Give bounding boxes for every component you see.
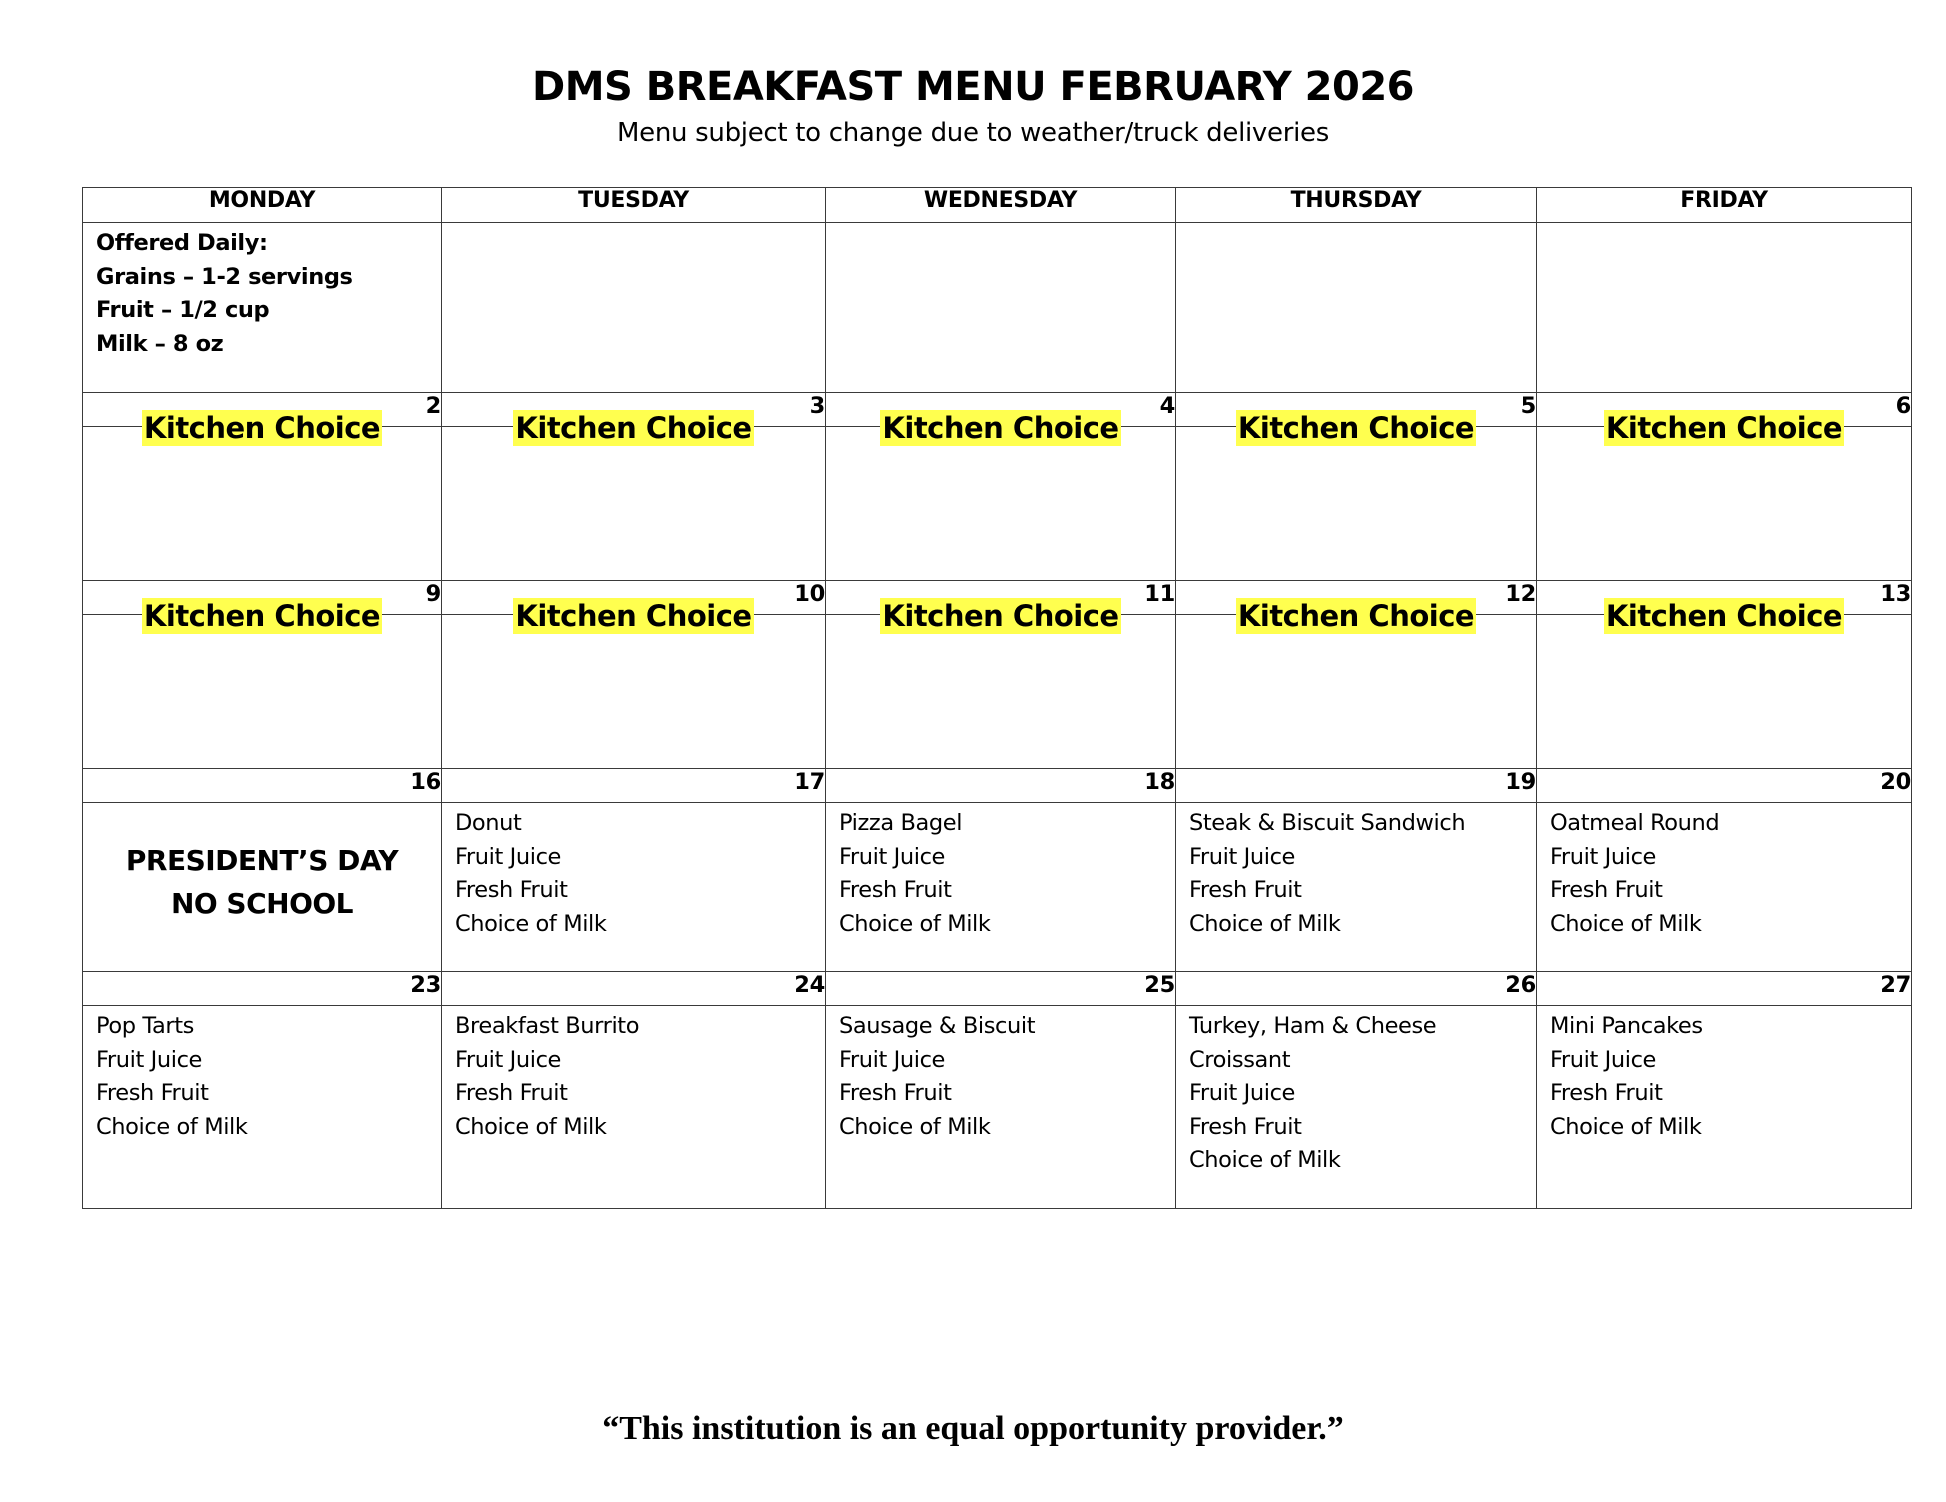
menu-item: Pop Tarts (96, 1013, 194, 1039)
weekday-header-tuesday: TUESDAY (442, 188, 826, 223)
holiday-name: PRESIDENT’S DAY (125, 844, 399, 877)
kitchen-choice-label: Kitchen Choice (143, 599, 381, 633)
date-number: 2 (83, 393, 442, 427)
menu-row (83, 615, 1912, 769)
menu-item: Fresh Fruit (455, 1080, 568, 1106)
menu-cell (83, 599, 442, 769)
menu-cell (442, 1006, 826, 1209)
menu-cell (1537, 411, 1912, 581)
date-number: 9 (83, 581, 442, 615)
menu-cell (1537, 599, 1912, 769)
date-number: 13 (1537, 581, 1912, 615)
menu-item: Fresh Fruit (1550, 877, 1663, 903)
menu-cell (442, 411, 826, 581)
empty-cell (442, 223, 826, 393)
date-number: 23 (83, 972, 442, 1006)
menu-item: Fruit Juice (455, 843, 562, 870)
menu-cell (826, 599, 1176, 769)
menu-cell (1537, 803, 1912, 972)
menu-item: Fruit Juice (455, 1046, 562, 1073)
menu-item: Choice of Milk (839, 910, 991, 937)
date-number: 19 (1176, 769, 1537, 803)
menu-item: Fruit Juice (96, 1046, 203, 1073)
date-number: 16 (83, 769, 442, 803)
menu-item: Fresh Fruit (96, 1080, 209, 1106)
page-subtitle: Menu subject to change due to weather/truck deliveries (617, 118, 1329, 148)
date-number: 24 (442, 972, 826, 1006)
menu-cell (1176, 599, 1537, 769)
date-row (83, 972, 1912, 1006)
menu-cell (1176, 411, 1537, 581)
menu-item: Fresh Fruit (839, 1080, 952, 1106)
menu-item: Sausage & Biscuit (839, 1013, 1036, 1039)
kitchen-choice-label: Kitchen Choice (1237, 411, 1475, 445)
menu-item: Choice of Milk (455, 910, 607, 937)
date-number: 6 (1537, 393, 1912, 427)
kitchen-choice-label: Kitchen Choice (1237, 599, 1475, 633)
menu-row (83, 1006, 1912, 1209)
menu-cell (442, 803, 826, 972)
menu-item: Choice of Milk (839, 1113, 991, 1140)
menu-item: Choice of Milk (1189, 1147, 1341, 1173)
menu-cell (1537, 1006, 1912, 1209)
holiday-notice (83, 803, 441, 957)
menu-cell (826, 1006, 1176, 1209)
menu-calendar (82, 187, 1912, 1209)
menu-item: Fruit Juice (1550, 1046, 1657, 1073)
menu-item: Choice of Milk (96, 1113, 248, 1140)
date-number: 27 (1537, 972, 1912, 1006)
menu-item: Turkey, Ham & Cheese (1189, 1013, 1437, 1039)
menu-item: Choice of Milk (455, 1113, 607, 1140)
menu-item: Fruit Juice (1189, 1080, 1296, 1106)
date-number: 17 (442, 769, 826, 803)
offered-daily-line: Milk – 8 oz (96, 330, 224, 357)
menu-item: Fresh Fruit (1189, 1113, 1302, 1140)
date-number: 10 (442, 581, 826, 615)
menu-item: Fruit Juice (839, 1046, 946, 1073)
menu-cell (83, 1006, 442, 1209)
menu-item: Croissant (1189, 1046, 1291, 1073)
offered-daily-cell (83, 223, 442, 393)
offered-daily-line: Fruit – 1/2 cup (96, 297, 270, 323)
holiday-cell (83, 803, 442, 972)
offered-daily-line: Grains – 1-2 servings (96, 263, 353, 290)
menu-cell (83, 411, 442, 581)
weekday-header-friday: FRIDAY (1537, 188, 1912, 223)
offered-daily-heading: Offered Daily: (96, 230, 268, 256)
empty-cell (1537, 223, 1912, 393)
menu-row (83, 803, 1912, 972)
date-number: 20 (1537, 769, 1912, 803)
empty-cell (1176, 223, 1537, 393)
date-number: 3 (442, 393, 826, 427)
menu-item: Fresh Fruit (1189, 877, 1302, 903)
weekday-header-wednesday: WEDNESDAY (826, 188, 1176, 223)
holiday-status: NO SCHOOL (170, 887, 354, 920)
menu-item: Steak & Biscuit Sandwich (1189, 810, 1466, 836)
date-number: 4 (826, 393, 1176, 427)
date-row (83, 769, 1912, 803)
menu-item: Fresh Fruit (455, 877, 568, 903)
menu-item: Choice of Milk (1550, 1113, 1702, 1140)
menu-row (83, 427, 1912, 581)
kitchen-choice-label: Kitchen Choice (1605, 599, 1843, 633)
date-number: 25 (826, 972, 1176, 1006)
date-number: 26 (1176, 972, 1537, 1006)
kitchen-choice-label: Kitchen Choice (882, 599, 1119, 633)
kitchen-choice-label: Kitchen Choice (143, 411, 381, 445)
menu-item: Fresh Fruit (1550, 1080, 1663, 1106)
weekday-header-monday: MONDAY (83, 188, 442, 223)
menu-item: Choice of Milk (1189, 910, 1341, 937)
menu-item: Breakfast Burrito (455, 1013, 640, 1039)
kitchen-choice-label: Kitchen Choice (515, 411, 752, 445)
date-number: 12 (1176, 581, 1537, 615)
date-number: 18 (826, 769, 1176, 803)
menu-item: Fruit Juice (839, 843, 946, 870)
date-number: 11 (826, 581, 1176, 615)
menu-item: Donut (455, 810, 522, 836)
menu-item: Fruit Juice (1550, 843, 1657, 870)
menu-cell (826, 411, 1176, 581)
menu-cell (1176, 803, 1537, 972)
kitchen-choice-label: Kitchen Choice (515, 599, 752, 633)
kitchen-choice-label: Kitchen Choice (1605, 411, 1843, 445)
menu-item: Oatmeal Round (1550, 810, 1720, 836)
menu-item: Choice of Milk (1550, 910, 1702, 937)
menu-cell (826, 803, 1176, 972)
menu-cell (442, 599, 826, 769)
empty-cell (826, 223, 1176, 393)
menu-item: Mini Pancakes (1550, 1013, 1703, 1039)
page-title: DMS BREAKFAST MENU FEBRUARY 2026 (531, 64, 1414, 110)
date-number: 5 (1176, 393, 1537, 427)
weekday-header-thursday: THURSDAY (1176, 188, 1537, 223)
menu-item: Pizza Bagel (839, 810, 963, 836)
menu-item: Fruit Juice (1189, 843, 1296, 870)
offered-daily-row (83, 223, 1912, 393)
weekday-header-row (83, 188, 1912, 223)
equal-opportunity-statement: “This institution is an equal opportunity provider.” (602, 1410, 1344, 1447)
menu-cell (1176, 1006, 1537, 1209)
kitchen-choice-label: Kitchen Choice (882, 411, 1119, 445)
menu-item: Fresh Fruit (839, 877, 952, 903)
